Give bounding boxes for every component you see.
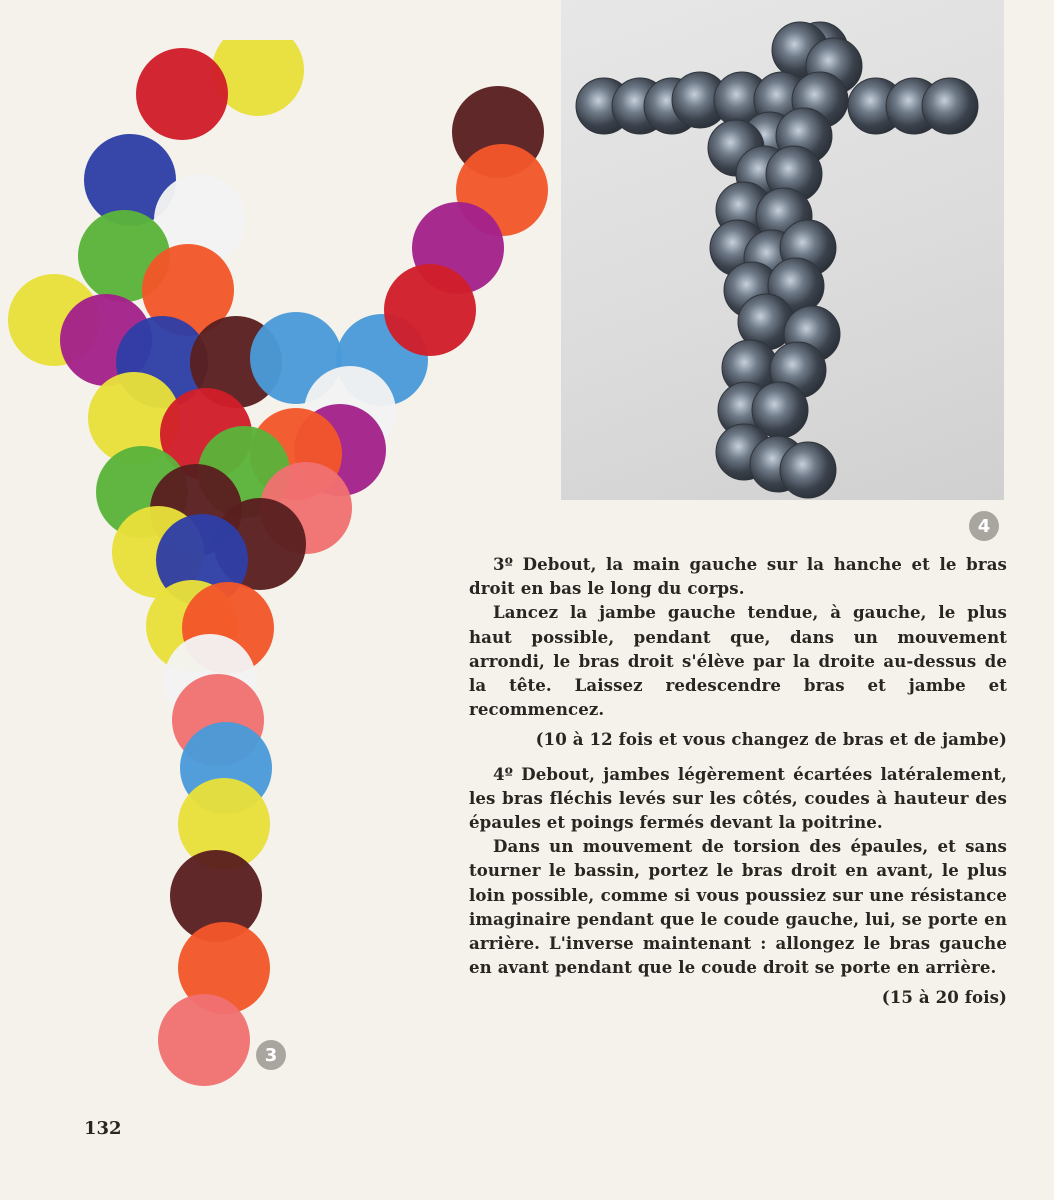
exercise-3-repetitions: (10 à 12 fois et vous changez de bras et de jambe) <box>535 729 1007 750</box>
paper-disc <box>384 264 476 356</box>
exercise-4-instructions: Dans un mouvement de torsion des épaules, et sans tourner le bassin, portez le bras droit en avant, le plus loin possible, comme si vous poussiez sur une résistance imaginaire pendant que le coude gauche, lui, se porte en arrière. L'inverse maintenant : allongez le bras gauche en avant pendant que le coude droit se porte en arrière. <box>469 836 1007 978</box>
metal-disc <box>922 78 978 134</box>
exercise-3-intro: 3º Debout, la main gauche sur la hanche et le bras droit en bas le long du corps. <box>469 554 1007 599</box>
paper-disc <box>136 48 228 140</box>
figure-4-photo <box>561 0 1004 500</box>
page-number: 132 <box>84 1118 122 1139</box>
metal-disc <box>780 442 836 498</box>
exercise-4-intro: 4º Debout, jambes légèrement écartées latéralement, les bras fléchis levés sur les côtés, coudes à hauteur des épaules et poings fermés devant la poitrine. <box>469 763 1007 833</box>
exercise-4-repetitions: (15 à 20 fois) <box>881 987 1007 1008</box>
paper-disc <box>158 994 250 1086</box>
exercise-3-instructions: Lancez la jambe gauche tendue, à gauche, le plus haut possible, pendant que, dans un mouvement arrondi, le bras droit s'élève par la droite au-dessus de la tête. Laissez redescendre bras et jambe et recommencez. <box>469 602 1007 720</box>
exercise-text <box>469 552 1007 1010</box>
figure-3-badge: 3 <box>256 1040 286 1070</box>
figure-4-badge: 4 <box>969 511 999 541</box>
